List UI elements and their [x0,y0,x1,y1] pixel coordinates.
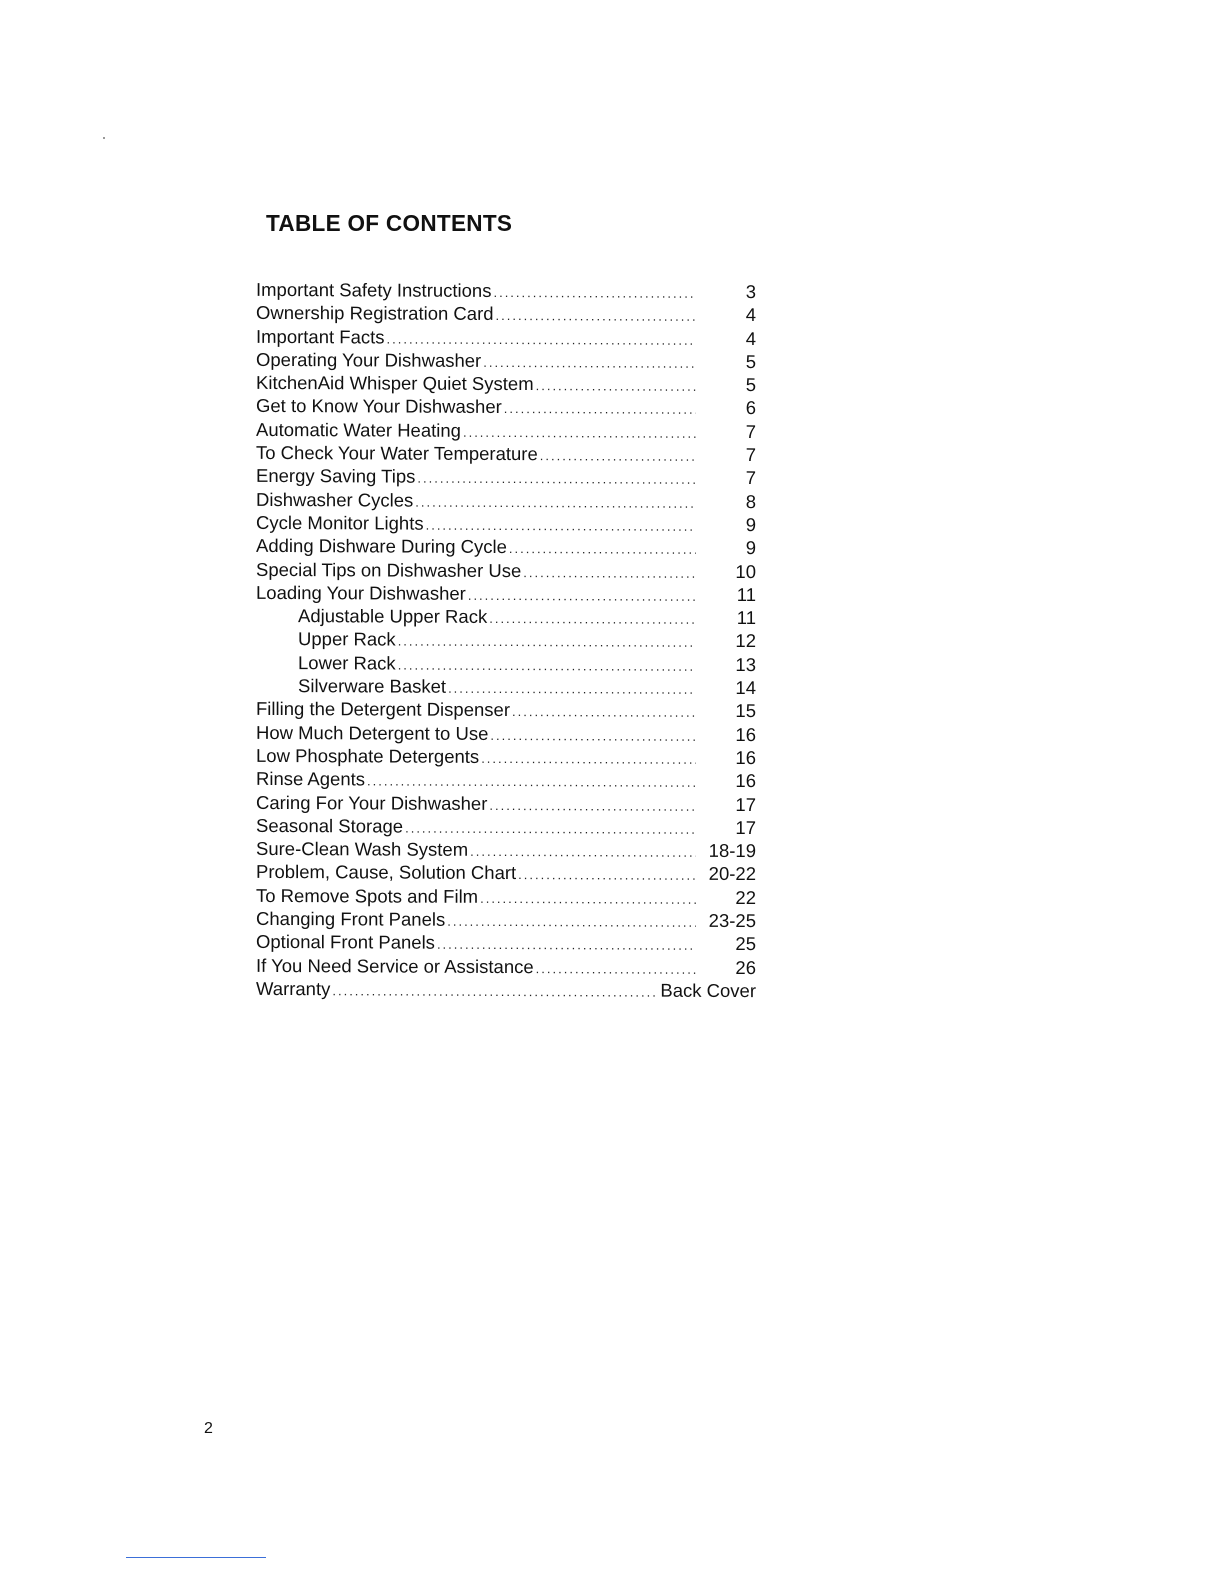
toc-entry [256,511,756,536]
toc-entry-page: 10 [735,560,756,582]
toc-subentry [256,651,756,676]
toc-entry [256,441,756,466]
toc-entry-label: To Check Your Water Temperature [256,441,538,465]
toc-entry [256,557,756,582]
dot-leader [509,537,696,561]
toc-entry-page: 25 [735,933,756,955]
toc-entry-label: Adjustable Upper Rack [298,605,488,628]
toc-entry [256,348,756,373]
toc-entry-label: Filling the Detergent Dispenser [256,698,510,721]
toc-entry-label: Changing Front Panels [256,907,446,930]
toc-entry-page: 3 [745,281,756,303]
toc-entry-page: 7 [745,467,756,489]
toc-subentry [256,674,756,699]
dot-leader [490,724,696,748]
toc-entry-label: Adding Dishware During Cycle [256,535,507,558]
toc-subentry [256,604,756,629]
toc-entry [256,394,756,419]
toc-entry-page: 22 [735,886,756,908]
toc-entry [256,301,756,326]
toc-entry-page: 17 [735,816,756,838]
toc-entry-page: 9 [745,537,756,559]
toc-entry [256,767,756,792]
toc-entry-page: 5 [745,350,756,372]
toc-entry [256,418,756,443]
toc-entry [256,464,756,489]
dot-leader [367,770,696,794]
toc-entry-page: 23-25 [708,909,756,932]
toc-entry-label: Automatic Water Heating [256,418,461,441]
toc-subentry [256,627,756,652]
toc-entry [256,697,756,722]
scan-speck [103,137,105,139]
toc-entry-label: Upper Rack [298,628,396,650]
toc-entry-page: 16 [735,746,756,769]
toc-entry [256,907,756,932]
toc-entry-page: 16 [735,723,756,745]
dot-leader [518,863,696,887]
dot-leader [398,630,696,654]
dot-leader [417,467,696,491]
toc-entry-label: Rinse Agents [256,768,366,790]
toc-list [256,279,756,1001]
toc-entry-page: 26 [735,956,756,978]
toc-entry [256,930,756,955]
toc-entry-page: 7 [745,420,756,442]
toc-entry-label: Important Safety Instructions [256,278,492,301]
toc-entry-label: Warranty [256,977,331,1000]
toc-entry [256,534,756,559]
toc-entry [256,744,756,769]
toc-entry-page: 11 [736,583,756,605]
toc-entry [256,721,756,746]
toc-entry-label: To Remove Spots and Film [256,884,479,907]
dot-leader [523,561,696,585]
toc-entry-label: Special Tips on Dishwasher Use [256,558,522,581]
page-title: TABLE OF CONTENTS [266,210,513,236]
dot-leader [489,793,696,817]
toc-entry-label: Energy Saving Tips [256,465,416,487]
toc-entry-label: Loading Your Dishwasher [256,581,466,604]
toc-entry [256,884,756,909]
toc-entry-label: Problem, Cause, Solution Chart [256,861,517,884]
toc-entry [256,954,756,979]
toc-entry-page: 15 [735,700,756,722]
dot-leader [504,397,696,421]
toc-entry-page: 14 [735,677,756,699]
toc-entry [256,488,756,513]
dot-leader [496,304,696,328]
toc-entry-label: Get to Know Your Dishwasher [256,395,502,418]
toc-entry-label: Important Facts [256,325,385,348]
toc-entry-label: Low Phosphate Detergents [256,744,480,767]
toc-entry-page: 20-22 [708,863,756,885]
toc-entry-page: 11 [736,607,756,629]
toc-entry-label: KitchenAid Whisper Quiet System [256,372,534,395]
dot-leader [437,933,696,957]
toc-entry-page: 18-19 [708,840,756,862]
dot-leader [480,887,696,911]
toc-entry [256,860,756,885]
toc-entry-page: Back Cover [660,979,756,1001]
toc-entry-label: Seasonal Storage [256,814,404,837]
toc-entry [256,278,756,303]
toc-entry-label: Cycle Monitor Lights [256,511,424,534]
toc-entry [256,325,756,350]
toc-entry-page: 7 [745,444,756,466]
toc-entry-label: Optional Front Panels [256,931,435,954]
dot-leader [512,700,696,724]
toc-entry-label: If You Need Service or Assistance [256,954,534,977]
toc-entry [256,371,756,396]
toc-entry-page: 12 [735,630,756,652]
toc-entry-label: How Much Detergent to Use [256,721,489,744]
toc-entry-page: 13 [735,653,756,675]
dot-leader [536,957,696,981]
toc-entry-label: Lower Rack [298,651,396,674]
toc-entry-page: 4 [745,304,756,326]
toc-entry [256,814,756,839]
toc-entry [256,581,756,606]
toc-entry-label: Caring For Your Dishwasher [256,791,488,814]
toc-entry-page: 6 [745,397,756,419]
toc-entry-page: 4 [745,327,756,349]
toc-entry-page: 8 [745,490,756,512]
toc-entry [256,977,756,1002]
toc-entry-label: Silverware Basket [298,675,447,697]
toc-entry-page: 9 [745,514,756,536]
toc-entry-page: 5 [745,374,756,396]
bottom-rule [126,1557,266,1558]
toc-entry-label: Sure-Clean Wash System [256,838,469,860]
toc-entry-label: Dishwasher Cycles [256,488,414,511]
toc-entry-page: 16 [735,770,756,792]
toc-entry-label: Operating Your Dishwasher [256,348,482,371]
toc-entry-page: 17 [735,793,756,815]
toc-entry-label: Ownership Registration Card [256,302,494,325]
toc-entry [256,790,756,815]
dot-leader [332,979,656,1003]
page-number: 2 [204,1420,213,1437]
toc-entry [256,837,756,862]
